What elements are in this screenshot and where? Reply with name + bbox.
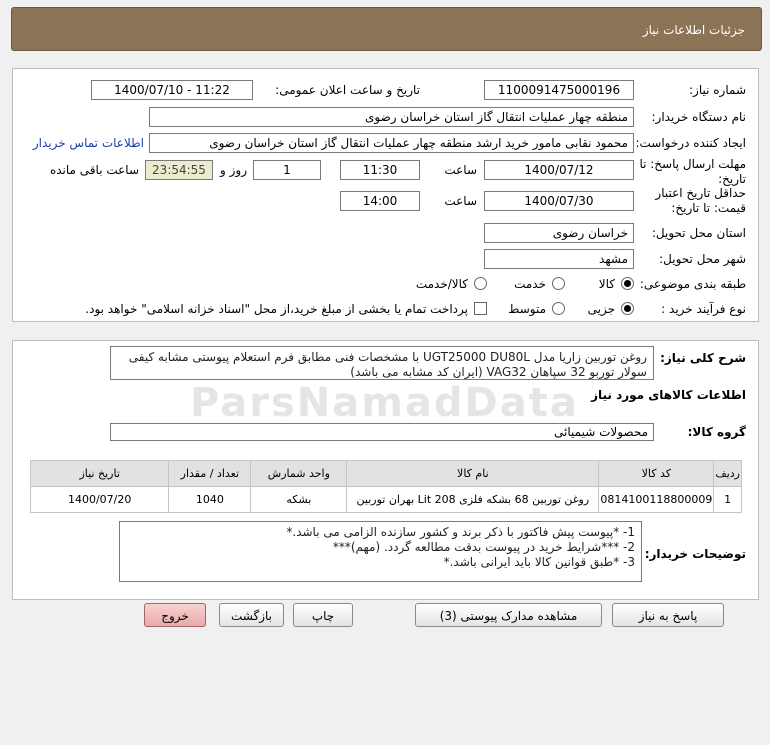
watermark-logo: ParsNamadData <box>190 380 579 426</box>
process-radio-medium[interactable] <box>552 302 565 315</box>
buyer-org-field: منطقه چهار عملیات انتقال گاز استان خراسان رضوی <box>149 107 634 127</box>
requester-label: ایجاد کننده درخواست: <box>635 136 746 150</box>
page-header <box>11 7 762 51</box>
col-row-number: ردیف <box>714 461 742 487</box>
announce-label: تاریخ و ساعت اعلان عمومی: <box>275 83 420 97</box>
process-option-medium: متوسط <box>508 302 546 316</box>
deadline-time-field: 11:30 <box>340 160 420 180</box>
reply-button[interactable]: پاسخ به نیاز <box>612 603 724 627</box>
category-radio-goods[interactable] <box>621 277 634 290</box>
remaining-time-field: 23:54:55 <box>145 160 213 180</box>
col-need-date: تاریخ نیاز <box>31 461 169 487</box>
city-label: شهر محل تحویل: <box>659 252 746 266</box>
cell-quantity: 1040 <box>169 487 251 513</box>
goods-table-header <box>31 461 742 487</box>
page-title: جزئیات اطلاعات نیاز <box>642 23 745 37</box>
deadline-time-label: ساعت <box>444 163 477 177</box>
city-field: مشهد <box>484 249 634 269</box>
province-label: استان محل تحویل: <box>651 226 746 240</box>
category-radio-service[interactable] <box>552 277 565 290</box>
announce-field: 1400/07/10 - 11:22 <box>91 80 253 100</box>
back-button[interactable]: بازگشت <box>219 603 284 627</box>
remaining-label: ساعت باقی مانده <box>49 163 139 177</box>
category-label: طبقه بندی موضوعی: <box>639 277 746 291</box>
days-field: 1 <box>253 160 321 180</box>
treasury-payment-note: پرداخت تمام یا بخشی از مبلغ خرید،از محل "اسناد خزانه اسلامی" خواهد بود. <box>85 302 468 316</box>
validity-date-field: 1400/07/30 <box>484 191 634 211</box>
buyer-org-label: نام دستگاه خریدار: <box>651 110 746 124</box>
process-option-minor: جزیی <box>587 302 615 316</box>
need-number-label: شماره نیاز: <box>689 83 746 97</box>
province-field: خراسان رضوی <box>484 223 634 243</box>
deadline-date-field: 1400/07/12 <box>484 160 634 180</box>
cell-item-code: 0814100118800009 <box>599 487 714 513</box>
validity-label: حداقل تاریخ اعتبار <box>655 186 746 200</box>
need-number-field: 1100091475000196 <box>484 80 634 100</box>
treasury-payment-checkbox[interactable] <box>474 302 487 315</box>
action-bar <box>12 603 759 643</box>
table-row <box>31 487 742 513</box>
goods-group-field: محصولات شیمیائی <box>110 423 654 441</box>
cell-need-date: 1400/07/20 <box>31 487 169 513</box>
goods-panel <box>12 340 759 600</box>
validity-time-field: 14:00 <box>340 191 420 211</box>
category-option-goods: کالا <box>598 277 615 291</box>
col-item-name: نام کالا <box>347 461 599 487</box>
buyer-contact-link[interactable]: اطلاعات تماس خریدار <box>32 136 144 150</box>
goods-group-label: گروه کالا: <box>687 425 746 439</box>
exit-button[interactable]: خروج <box>144 603 206 627</box>
view-attachments-button[interactable]: مشاهده مدارک پیوستی (3) <box>415 603 602 627</box>
category-option-service: خدمت <box>514 277 546 291</box>
cell-item-name: روغن توربین 68 بشکه فلزی 208 Lit بهران توربین <box>347 487 599 513</box>
description-box: روغن توربین زاریا مدل UGT25000 DU80L با مشخصات فنی مطابق فرم استعلام پیوستی مشابه کیفی سولار توربو 32 سپاهان VAG32 (ایران کد مشابه می باشد) <box>110 346 654 380</box>
cell-unit: بشکه <box>251 487 347 513</box>
description-label: شرح کلی نیاز: <box>660 351 746 365</box>
category-option-goods-service: کالا/خدمت <box>415 277 468 291</box>
print-button[interactable]: چاپ <box>293 603 353 627</box>
col-item-code: کد کالا <box>599 461 714 487</box>
buyer-notes-label: توضیحات خریدار: <box>644 547 746 561</box>
process-radio-minor[interactable] <box>621 302 634 315</box>
validity-label-date: قیمت: تا تاریخ: <box>671 201 746 215</box>
process-label: نوع فرآیند خرید : <box>661 302 746 316</box>
days-label: روز و <box>220 163 247 177</box>
deadline-label-date: تاریخ: <box>718 172 746 186</box>
col-unit: واحد شمارش <box>251 461 347 487</box>
buyer-notes-box: 1- *پیوست پیش فاکتور با ذکر برند و کشور سازنده الزامی می باشد.* 2- ***شرایط خرید در پیوست بدقت مطالعه گردد. (مهم)*** 3- *طبق قوانین کالا باید ایرانی باشد.* <box>119 521 642 582</box>
col-quantity: تعداد / مقدار <box>169 461 251 487</box>
category-radio-goods-service[interactable] <box>474 277 487 290</box>
validity-time-label: ساعت <box>444 194 477 208</box>
goods-table <box>30 460 742 513</box>
requester-field: محمود نقابی مامور خرید ارشد منطقه چهار عملیات انتقال گاز استان خراسان رضوی <box>149 133 634 153</box>
goods-section-title: اطلاعات کالاهای مورد نیاز <box>591 388 746 402</box>
need-info-panel <box>12 68 759 322</box>
cell-row-number: 1 <box>714 487 742 513</box>
deadline-label: مهلت ارسال پاسخ: تا <box>639 157 746 171</box>
